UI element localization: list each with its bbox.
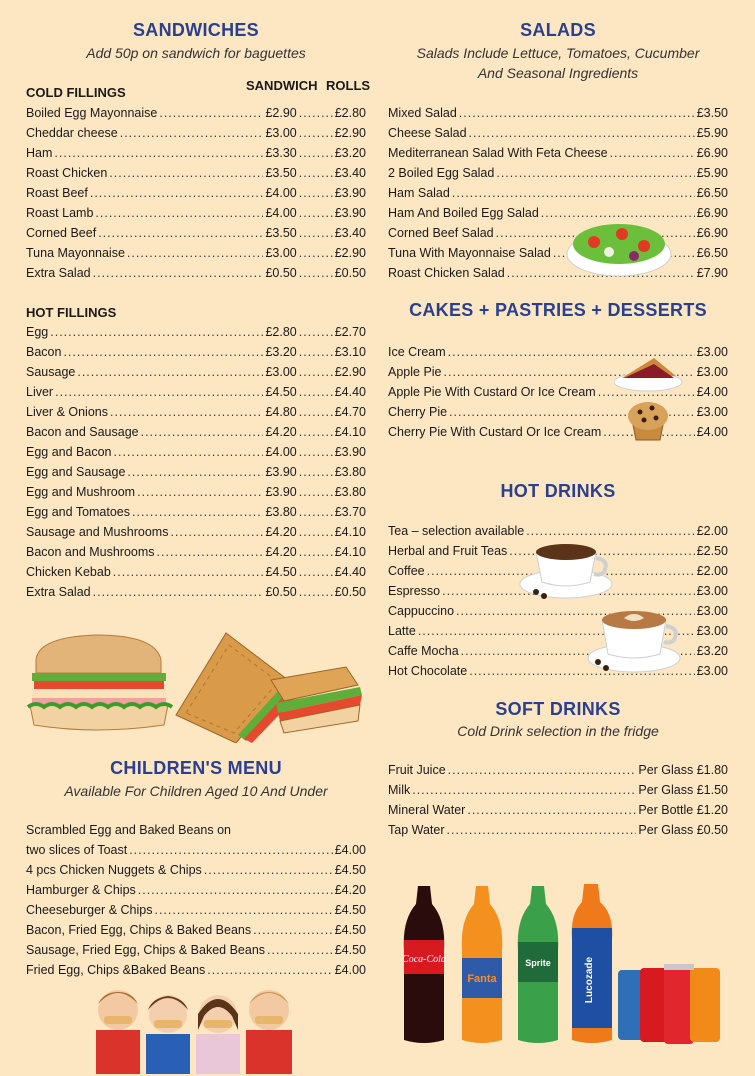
dot-leader [207, 960, 332, 980]
sandwiches-title: SANDWICHES [132, 20, 259, 40]
children-menu-row [26, 860, 366, 880]
sandwich-price: £3.20 [265, 345, 297, 359]
sandwich-price: £3.30 [265, 146, 297, 160]
rolls-price: £3.20 [334, 146, 366, 160]
cold-fillings-list [26, 103, 366, 283]
rolls-price: £2.70 [334, 325, 366, 339]
item-price: £5.90 [696, 126, 728, 140]
child-figure [196, 995, 240, 1074]
item-name: Ice Cream [388, 345, 446, 359]
item-price: £3.20 [696, 644, 728, 658]
dot-leader [129, 840, 333, 860]
soda-cans [618, 964, 720, 1044]
dot-leader [299, 123, 333, 143]
cakes-title: CAKES + PASTRIES + DESSERTS [409, 300, 707, 320]
cold-fillings-heading: COLD FILLINGS [26, 85, 126, 100]
soft-drink-row [388, 800, 728, 820]
dessert-row [388, 422, 728, 442]
sandwich-price: £4.50 [265, 385, 297, 399]
dot-leader [159, 103, 263, 123]
dot-leader [299, 243, 333, 263]
item-name: Herbal and Fruit Teas [388, 544, 508, 558]
item-name: 4 pcs Chicken Nuggets & Chips [26, 863, 202, 877]
item-name: Latte [388, 624, 416, 638]
rolls-price: £0.50 [334, 266, 366, 280]
salads-subtitle-line-2: And Seasonal Ingredients [477, 65, 639, 81]
lucozade-bottle [572, 884, 613, 1043]
dot-leader [299, 143, 333, 163]
item-name: Roast Chicken Salad [388, 266, 505, 280]
item-price: £6.90 [696, 206, 728, 220]
fanta-bottle [462, 886, 503, 1043]
dot-leader [299, 402, 333, 422]
item-price: £4.50 [334, 863, 366, 877]
salads-list [388, 103, 728, 283]
rolls-price: £3.90 [334, 206, 366, 220]
fanta-label: Fanta [467, 973, 497, 985]
sandwiches-subtitle: Add 50p on sandwich for baguettes [86, 45, 306, 61]
item-price: £2.00 [696, 564, 728, 578]
item-price: £3.00 [696, 624, 728, 638]
sandwiches-illustration [26, 625, 366, 743]
item-name: Sausage, Fried Egg, Chips & Baked Beans [26, 943, 266, 957]
sandwich-price: £3.00 [265, 246, 297, 260]
muffin-illustration [626, 400, 670, 442]
dot-leader [113, 562, 264, 582]
item-name: Ham And Boiled Egg Salad [388, 206, 539, 220]
hot-filling-row [26, 362, 366, 382]
dot-leader [95, 203, 263, 223]
item-name: Extra Salad [26, 585, 91, 599]
item-price: £3.00 [696, 405, 728, 419]
dot-leader [469, 123, 695, 143]
item-name: Roast Beef [26, 186, 88, 200]
item-name: Hot Chocolate [388, 664, 468, 678]
dot-leader [90, 183, 264, 203]
item-name: Egg and Tomatoes [26, 505, 131, 519]
item-name: Ham Salad [388, 186, 450, 200]
item-price: £6.50 [696, 186, 728, 200]
sandwich-price: £4.20 [265, 545, 297, 559]
rolls-price: £4.70 [334, 405, 366, 419]
sandwich-image-left [28, 635, 172, 730]
item-price: £3.00 [696, 604, 728, 618]
item-name: Egg and Sausage [26, 465, 126, 479]
sandwich-price: £4.20 [265, 525, 297, 539]
dot-leader [63, 342, 263, 362]
rolls-price: £3.40 [334, 226, 366, 240]
apple-pie-illustration [614, 352, 684, 392]
lucozade-label: Lucozade [584, 956, 595, 1004]
item-name: Tap Water [388, 823, 445, 837]
item-price: £6.90 [696, 226, 728, 240]
child-figure [96, 990, 140, 1074]
rolls-price: £4.10 [334, 545, 366, 559]
item-price: £4.00 [696, 385, 728, 399]
sandwich-price: £4.80 [265, 405, 297, 419]
item-price: Per Glass £0.50 [638, 823, 728, 837]
sandwich-price: £0.50 [265, 585, 297, 599]
dot-leader [127, 243, 264, 263]
item-name: Mineral Water [388, 803, 466, 817]
dot-leader [467, 800, 636, 820]
sandwich-price: £4.00 [265, 206, 297, 220]
hot-filling-row [26, 562, 366, 582]
rolls-price: £4.40 [334, 565, 366, 579]
item-name: Fried Egg, Chips &Baked Beans [26, 963, 206, 977]
rolls-price: £3.80 [334, 485, 366, 499]
item-name: Mediterranean Salad With Feta Cheese [388, 146, 608, 160]
hot-fillings-heading: HOT FILLINGS [26, 305, 117, 320]
children-item-first-line: Scrambled Egg and Baked Beans on [26, 823, 231, 837]
item-name: Egg [26, 325, 49, 339]
item-name: Cherry Pie With Custard Or Ice Cream [388, 425, 602, 439]
dot-leader [299, 502, 333, 522]
rolls-price: £4.10 [334, 425, 366, 439]
dot-leader [157, 542, 264, 562]
item-name: Apple Pie With Custard Or Ice Cream [388, 385, 596, 399]
item-name: Chicken Kebab [26, 565, 111, 579]
dot-leader [299, 542, 333, 562]
hot-filling-row [26, 462, 366, 482]
cold-filling-row [26, 163, 366, 183]
rolls-price: £2.90 [334, 246, 366, 260]
children-menu-row [26, 960, 366, 980]
soft-drinks-illustration [396, 880, 736, 1050]
sandwich-price: £4.00 [265, 445, 297, 459]
latte-cup-illustration [584, 596, 684, 676]
dot-leader [132, 502, 263, 522]
item-price: £6.90 [696, 146, 728, 160]
dot-leader [299, 562, 333, 582]
item-name: Bacon [26, 345, 62, 359]
rolls-price: £3.70 [334, 505, 366, 519]
item-name: Cherry Pie [388, 405, 448, 419]
rolls-price: £4.40 [334, 385, 366, 399]
hot-filling-row [26, 402, 366, 422]
item-name: Bacon, Fried Egg, Chips & Baked Beans [26, 923, 252, 937]
child-figure [246, 990, 292, 1074]
item-price: £3.00 [696, 345, 728, 359]
hot-filling-row [26, 342, 366, 362]
sandwich-price: £3.00 [265, 365, 297, 379]
hot-filling-row [26, 502, 366, 522]
dot-leader [114, 442, 264, 462]
rolls-price: £3.90 [334, 186, 366, 200]
dot-leader [267, 940, 333, 960]
hot-fillings-list [26, 322, 366, 602]
rolls-price: £3.90 [334, 445, 366, 459]
dot-leader [120, 123, 264, 143]
item-name: Bacon and Mushrooms [26, 545, 155, 559]
dot-leader [299, 163, 333, 183]
soft-drinks-subtitle: Cold Drink selection in the fridge [457, 723, 659, 739]
item-name: Espresso [388, 584, 441, 598]
item-price: £4.00 [334, 963, 366, 977]
children-menu-row [26, 880, 366, 900]
item-name: Bacon and Sausage [26, 425, 139, 439]
item-name: 2 Boiled Egg Salad [388, 166, 495, 180]
item-name: Liver & Onions [26, 405, 108, 419]
item-price: £3.00 [696, 584, 728, 598]
dot-leader [299, 582, 333, 602]
dot-leader [452, 183, 695, 203]
cold-filling-row [26, 263, 366, 283]
childrens-menu-list [26, 840, 366, 980]
dot-leader [50, 322, 263, 342]
item-name: Sausage [26, 365, 76, 379]
item-name: Mixed Salad [388, 106, 457, 120]
hot-filling-row [26, 542, 366, 562]
children-menu-row [26, 920, 366, 940]
dot-leader [204, 860, 333, 880]
salad-bowl-illustration [564, 206, 674, 280]
item-name: Coffee [388, 564, 425, 578]
hot-filling-row [26, 522, 366, 542]
sprite-label: Sprite [525, 958, 551, 968]
sandwich-price: £2.90 [265, 106, 297, 120]
item-price: Per Glass £1.80 [638, 763, 728, 777]
dot-leader [299, 263, 333, 283]
hot-filling-row [26, 442, 366, 462]
item-name: Liver [26, 385, 54, 399]
salad-row [388, 123, 728, 143]
item-price: £4.50 [334, 903, 366, 917]
dot-leader [299, 103, 333, 123]
item-name: Roast Chicken [26, 166, 108, 180]
children-illustration [92, 980, 302, 1074]
dot-leader [109, 163, 263, 183]
cola-label: Coca-Cola [402, 954, 446, 965]
sandwich-price: £3.80 [265, 505, 297, 519]
dot-leader [54, 143, 263, 163]
dot-leader [496, 163, 694, 183]
rolls-column-header: ROLLS [326, 78, 371, 93]
item-name: Egg and Mushroom [26, 485, 136, 499]
salad-row [388, 143, 728, 163]
item-price: Per Glass £1.50 [638, 783, 728, 797]
item-price: £6.50 [696, 246, 728, 260]
dot-leader [299, 522, 333, 542]
salad-row [388, 183, 728, 203]
item-name: two slices of Toast [26, 843, 128, 857]
dot-leader [448, 760, 637, 780]
cold-filling-row [26, 183, 366, 203]
hot-drinks-title: HOT DRINKS [500, 481, 616, 501]
cold-filling-row [26, 223, 366, 243]
cold-filling-row [26, 203, 366, 223]
item-price: £5.90 [696, 166, 728, 180]
item-price: £2.00 [696, 524, 728, 538]
children-menu-row [26, 940, 366, 960]
sandwich-price: £3.90 [265, 465, 297, 479]
dot-leader [154, 900, 332, 920]
salad-row [388, 203, 728, 223]
cold-filling-row [26, 123, 366, 143]
childrens-menu-subtitle: Available For Children Aged 10 And Under [64, 783, 328, 799]
item-name: Roast Lamb [26, 206, 94, 220]
dot-leader [299, 203, 333, 223]
item-price: £3.00 [696, 365, 728, 379]
dot-leader [299, 442, 333, 462]
sandwich-price: £3.00 [265, 126, 297, 140]
salad-row [388, 103, 728, 123]
item-price: £7.90 [696, 266, 728, 280]
sandwich-price: £4.00 [265, 186, 297, 200]
item-name: Boiled Egg Mayonnaise [26, 106, 158, 120]
item-price: £4.00 [334, 843, 366, 857]
item-price: Per Bottle £1.20 [638, 803, 728, 817]
soft-drinks-list [388, 760, 728, 840]
child-figure [146, 995, 190, 1074]
dot-leader [299, 183, 333, 203]
item-name: Apple Pie [388, 365, 442, 379]
hot-filling-row [26, 322, 366, 342]
item-price: £2.50 [696, 544, 728, 558]
soft-drink-row [388, 780, 728, 800]
cold-filling-row [26, 243, 366, 263]
item-price: £4.50 [334, 923, 366, 937]
dot-leader [137, 482, 263, 502]
sandwich-price: £2.80 [265, 325, 297, 339]
item-name: Extra Salad [26, 266, 91, 280]
item-name: Caffe Mocha [388, 644, 459, 658]
hot-filling-row [26, 422, 366, 442]
item-price: £3.00 [696, 664, 728, 678]
coffee-cup-illustration [516, 532, 616, 604]
item-name: Milk [388, 783, 411, 797]
dot-leader [170, 522, 263, 542]
dot-leader [93, 263, 264, 283]
cold-filling-row [26, 103, 366, 123]
dot-leader [412, 780, 636, 800]
right-column [388, 0, 728, 1076]
rolls-price: £3.40 [334, 166, 366, 180]
item-name: Tuna Mayonnaise [26, 246, 125, 260]
cola-bottle [402, 886, 446, 1043]
salads-title: SALADS [520, 20, 596, 40]
rolls-price: £2.80 [334, 106, 366, 120]
rolls-price: £4.10 [334, 525, 366, 539]
dot-leader [110, 402, 263, 422]
item-name: Egg and Bacon [26, 445, 112, 459]
item-name: Corned Beef Salad [388, 226, 494, 240]
hot-filling-row [26, 382, 366, 402]
item-name: Cheeseburger & Chips [26, 903, 153, 917]
item-name: Cappuccino [388, 604, 455, 618]
item-name: Hamburger & Chips [26, 883, 136, 897]
salads-subtitle-line-1: Salads Include Lettuce, Tomatoes, Cucumber [416, 45, 700, 61]
dot-leader [138, 880, 333, 900]
item-name: Sausage and Mushrooms [26, 525, 169, 539]
item-name: Corned Beef [26, 226, 97, 240]
children-menu-row [26, 840, 366, 860]
soft-drink-row [388, 820, 728, 840]
cold-filling-row [26, 143, 366, 163]
salad-row [388, 223, 728, 243]
dot-leader [299, 422, 333, 442]
dot-leader [98, 223, 263, 243]
sandwich-price: £0.50 [265, 266, 297, 280]
dot-leader [299, 482, 333, 502]
sandwich-price: £3.50 [265, 226, 297, 240]
dot-leader [93, 582, 264, 602]
rolls-price: £2.90 [334, 126, 366, 140]
dot-leader [459, 103, 695, 123]
dessert-row [388, 402, 728, 422]
rolls-price: £3.10 [334, 345, 366, 359]
rolls-price: £0.50 [334, 585, 366, 599]
item-name: Cheese Salad [388, 126, 467, 140]
dot-leader [141, 422, 264, 442]
dot-leader [610, 143, 695, 163]
sprite-bottle [518, 886, 559, 1043]
left-column [26, 0, 371, 1076]
sandwich-price: £3.50 [265, 166, 297, 180]
children-menu-row [26, 900, 366, 920]
item-name: Fruit Juice [388, 763, 446, 777]
rolls-price: £3.80 [334, 465, 366, 479]
item-price: £4.00 [696, 425, 728, 439]
hot-filling-row [26, 582, 366, 602]
item-name: Ham [26, 146, 53, 160]
item-name: Tea – selection available [388, 524, 525, 538]
dot-leader [299, 382, 333, 402]
sandwich-price: £4.50 [265, 565, 297, 579]
sandwich-price: £4.20 [265, 425, 297, 439]
dot-leader [127, 462, 263, 482]
item-name: Tuna With Mayonnaise Salad [388, 246, 551, 260]
salad-row [388, 243, 728, 263]
hot-filling-row [26, 482, 366, 502]
item-price: £4.20 [334, 883, 366, 897]
item-price: £4.50 [334, 943, 366, 957]
dot-leader [299, 223, 333, 243]
salad-row [388, 263, 728, 283]
salad-row [388, 163, 728, 183]
sandwich-price: £3.90 [265, 485, 297, 499]
dot-leader [299, 362, 333, 382]
item-name: Cheddar cheese [26, 126, 118, 140]
dot-leader [299, 342, 333, 362]
dot-leader [299, 322, 333, 342]
dot-leader [253, 920, 333, 940]
sandwich-column-header: SANDWICH [246, 78, 318, 93]
dot-leader [299, 462, 333, 482]
item-price: £3.50 [696, 106, 728, 120]
dot-leader [77, 362, 263, 382]
dot-leader [55, 382, 263, 402]
rolls-price: £2.90 [334, 365, 366, 379]
soft-drink-row [388, 760, 728, 780]
childrens-menu-title: CHILDREN'S MENU [110, 758, 282, 778]
dot-leader [447, 820, 637, 840]
soft-drinks-title: SOFT DRINKS [495, 699, 621, 719]
